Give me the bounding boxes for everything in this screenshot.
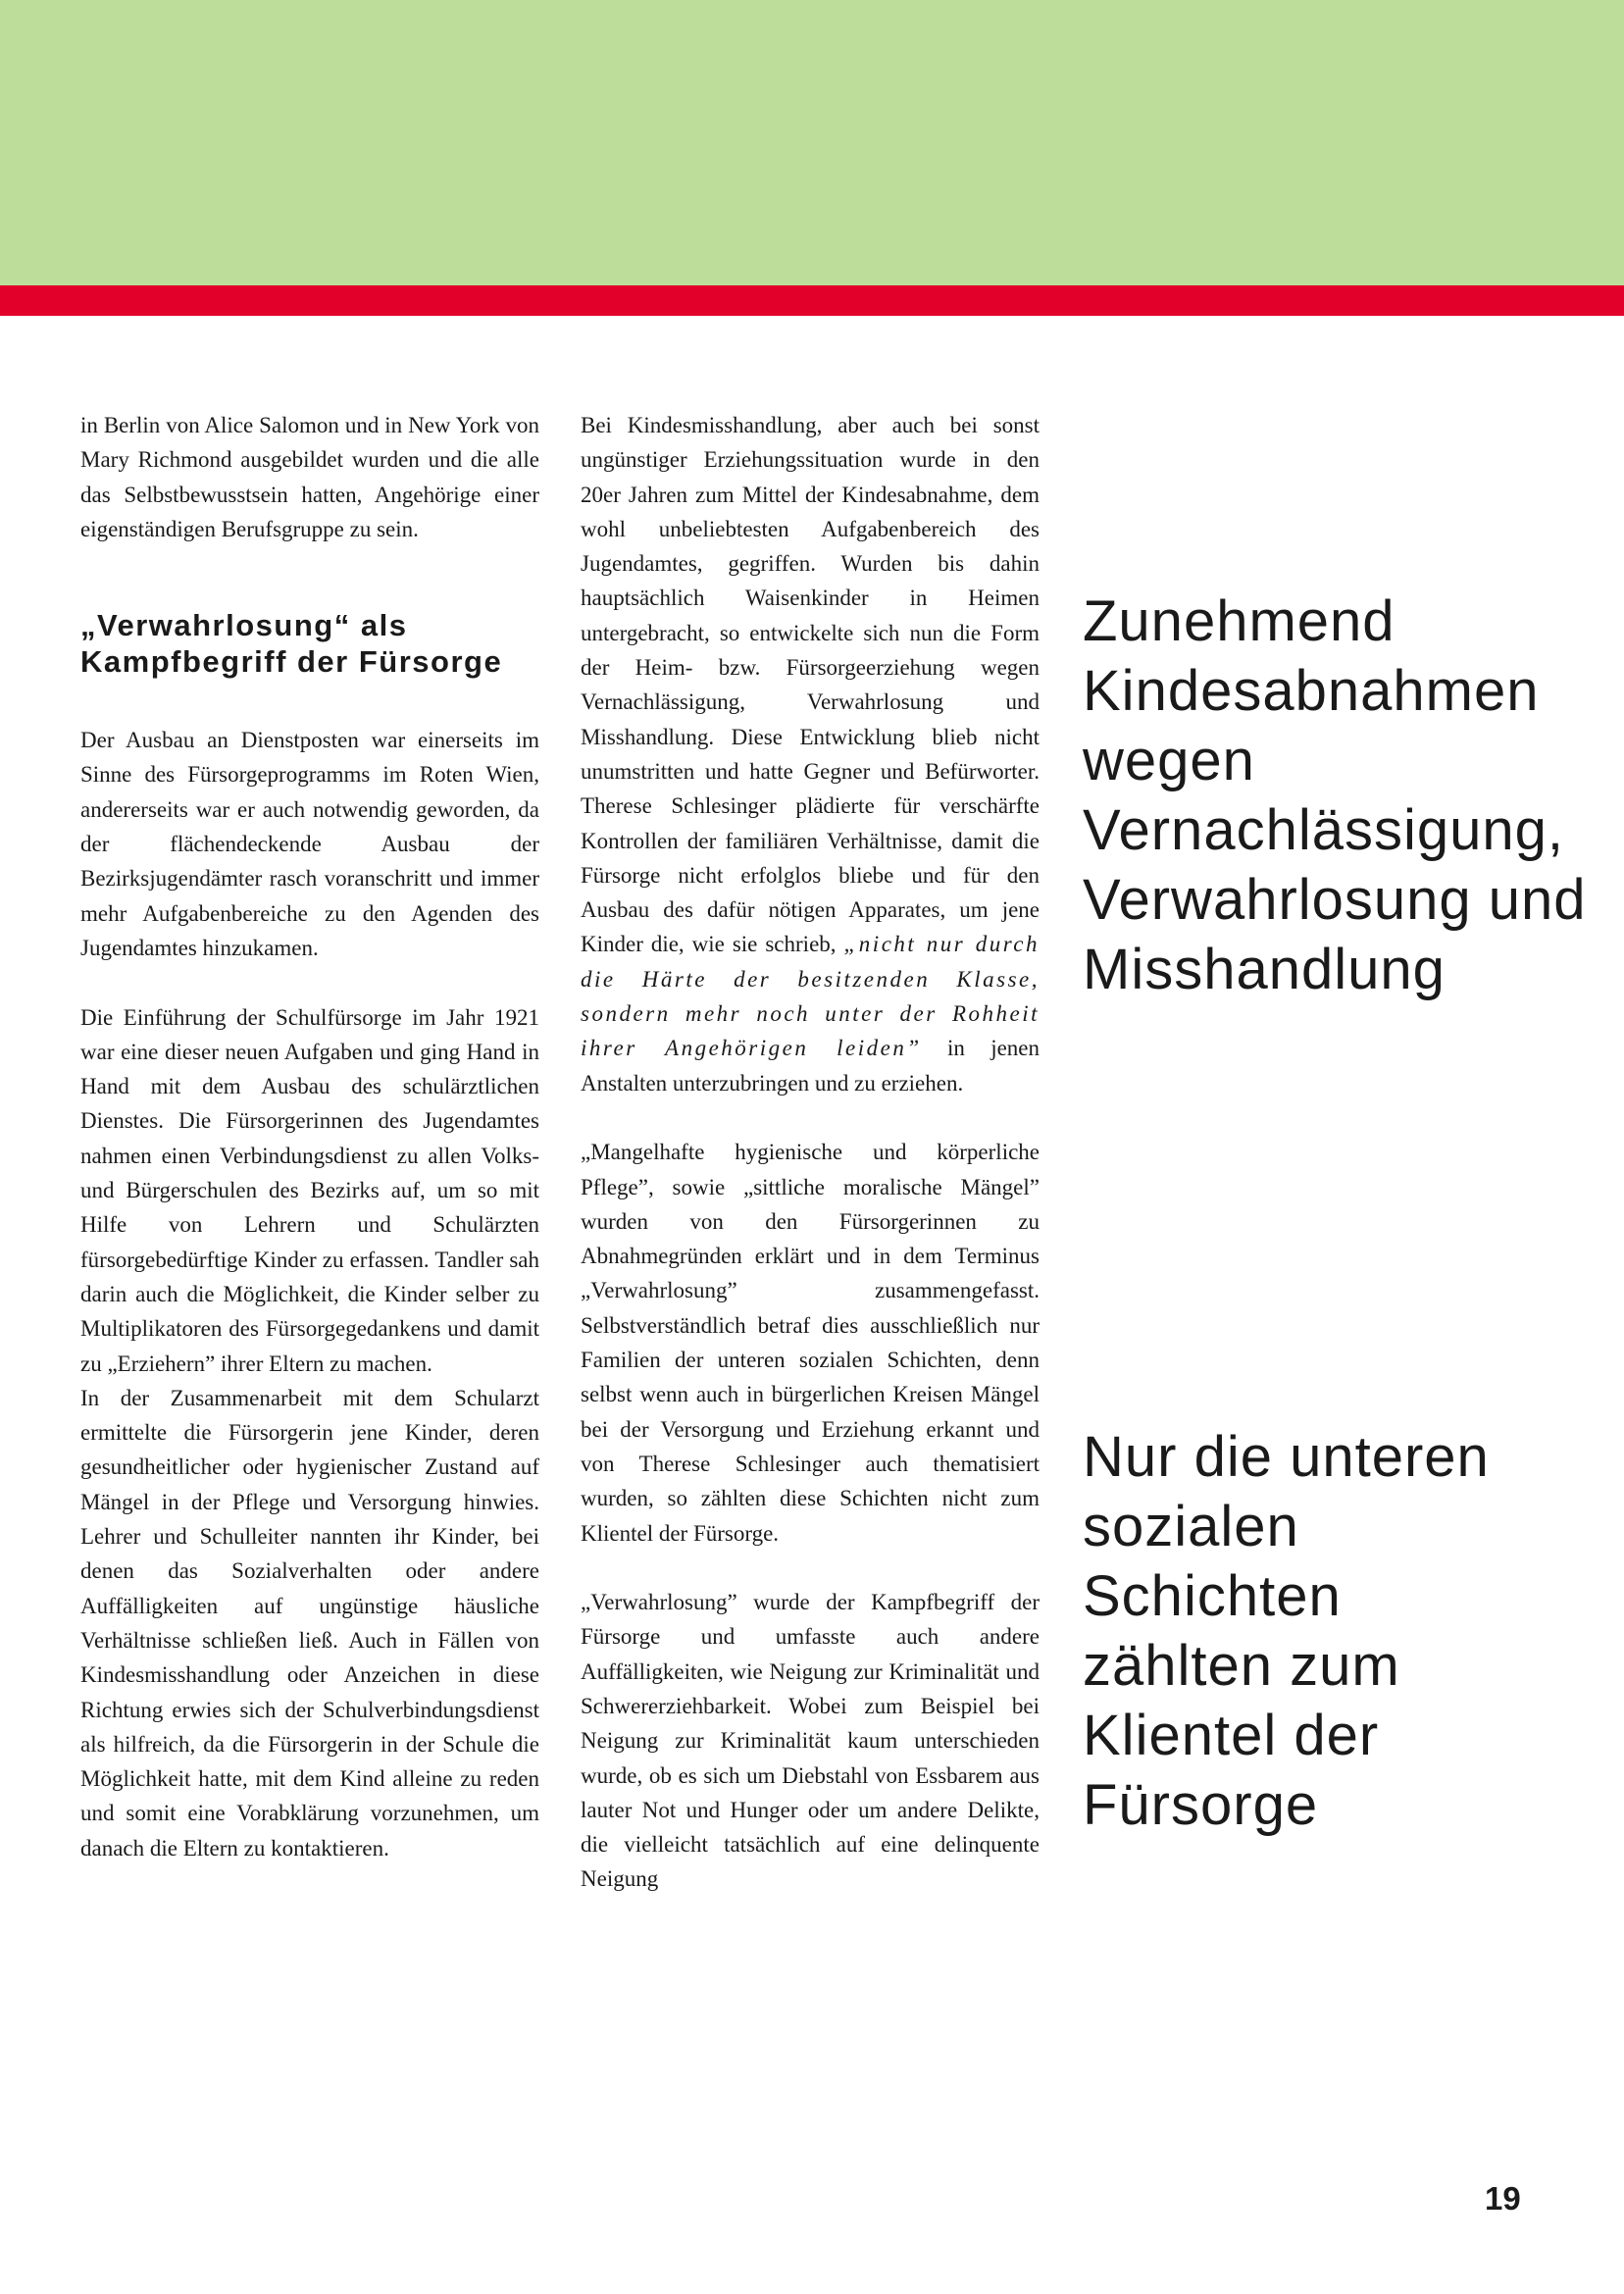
page-number: 19 (1485, 2180, 1521, 2217)
text-column-middle (581, 408, 1040, 1897)
paragraph: Der Ausbau an Dienstposten war einerseits im Sinne des Fürsorgeprogramms im Roten Wien, andererseits war er auch notwendig geworden, da der flächendeckende Ausbau der Bezirksjugendämter rasch voranschritt und immer mehr Aufgabenbereiche zu den Agenden des Jugendamtes hinzukamen. (80, 728, 539, 960)
pull-quote (1083, 1422, 1612, 1840)
section-heading (80, 607, 539, 680)
paragraph (581, 408, 1040, 1100)
pull-quote-line: Klientel der (1083, 1704, 1380, 1767)
pull-quote-line: wegen (1083, 729, 1255, 792)
pull-quote-line: Misshandlung (1083, 938, 1446, 1001)
pull-quote-line: Kindesabnahmen (1083, 659, 1540, 723)
header-green-band (0, 0, 1624, 285)
header-red-band (0, 285, 1624, 316)
paragraph: Die Einführung der Schulfürsorge im Jahr 1921 war eine dieser neuen Aufgaben und ging Hand in Hand mit dem Ausbau des schulärztlichen Dienstes. Die Fürsorgerinnen des Jugendamtes nahmen einen Verbindungsdienst zu allen Volks- und Bürgerschulen des Bezirks auf, um so mit Hilfe von Lehrern und Schulärzten fürsorgebedürftige Kinder zu erfassen. Tandler sah darin auch die Möglichkeit, die Kinder selber zu Multiplikatoren des Fürsorgegedankens und damit zu „Erziehern” ihrer Eltern zu machen. (80, 1004, 539, 1376)
pull-quote-line: Nur die unteren (1083, 1425, 1490, 1489)
pull-quote-line: Vernachlässigung, (1083, 798, 1564, 862)
heading-line: Kampfbegriff der Fürsorge (80, 644, 503, 680)
paragraph-text: in jenen Anstalten unterzubringen und zu erziehen. (581, 1036, 1040, 1096)
text-column-left (80, 408, 539, 1865)
pull-quote-line: Zunehmend (1083, 589, 1396, 653)
paragraph: In der Zusammenarbeit mit dem Schularzt ermittelte die Fürsorgerin jene Kinder, deren gesundheitlicher oder hygienischer Zustand auf Mängel in der Pflege und Versorgung hinwies. Lehrer und Schulleiter nannten ihr Kinder, bei denen das Sozialverhalten oder andere Auffälligkeiten auf ungünstige häusliche Verhältnisse schließen ließ. Auch in Fällen von Kindesmisshandlung oder Anzeichen in diese Richtung erwies sich der Schulverbindungsdienst als hilfreich, da die Fürsorgerin in der Schule die Möglichkeit hatte, mit dem Kind alleine zu reden und somit eine Vorabklärung vorzunehmen, um danach die Eltern zu kontaktieren. (80, 1385, 539, 1861)
heading-line: „Verwahrlosung“ als (80, 608, 408, 643)
pull-quote-line: sozialen (1083, 1495, 1299, 1558)
pull-quote-line: Fürsorge (1083, 1773, 1319, 1837)
paragraph: „Mangelhafte hygienische und körperliche Pflege”, sowie „sittliche moralische Mängel” wurden von den Fürsorgerinnen zu Abnahmegründen erklärt und in dem Terminus „Verwahrlosung” zusammengefasst. Selbstverständlich betraf dies ausschließlich nur Familien der unteren sozialen Schichten, denn selbst wenn auch in bürgerlichen Kreisen Mängel bei der Versorgung und Erziehung erkannt und von Therese Schlesinger auch thematisiert wurden, so zählten diese Schichten nicht zum Klientel der Fürsorge. (581, 1140, 1040, 1546)
pull-quote (1083, 586, 1612, 1004)
pull-quote-line: Schichten (1083, 1564, 1342, 1628)
italic-quote: „nicht nur durch die Härte der besitzenden Klasse, sondern mehr noch unter der Rohheit ihrer Angehörigen leiden” (581, 932, 1040, 1061)
pull-quote-line: Verwahrlosung und (1083, 868, 1587, 932)
pull-quote-line: zählten zum (1083, 1634, 1400, 1698)
paragraph: in Berlin von Alice Salomon und in New York von Mary Richmond ausgebildet wurden und die alle das Selbstbewusstsein hatten, Angehörige einer eigenständigen Berufsgruppe zu sein. (80, 413, 539, 541)
paragraph-text: Bei Kindesmisshandlung, aber auch bei sonst ungünstiger Erziehungssituation wurde in den 20er Jahren zum Mittel der Kindesabnahme, dem wohl unbeliebtesten Aufgabenbereich des Jugendamtes, gegriffen. Wurden bis dahin hauptsächlich Waisenkinder in Heimen untergebracht, so entwickelte sich nun die Form der Heim- bzw. Fürsorgeerziehung wegen Vernachlässigung, Verwahrlosung und Misshandlung. Diese Entwicklung blieb nicht unumstritten und hatte Gegner und Befürworter. Therese Schlesinger plädierte für verschärfte Kontrollen der familiären Verhältnisse, damit die Fürsorge nicht erfolglos bliebe und für den Ausbau des dafür nötigen Apparates, um jene Kinder die, wie sie schrieb, (581, 413, 1040, 957)
paragraph: „Verwahrlosung” wurde der Kampfbegriff der Fürsorge und umfasste auch andere Auffälligkeiten, wie Neigung zur Kriminalität und Schwererziehbarkeit. Wobei zum Beispiel bei Neigung zur Kriminalität kaum unterschieden wurde, ob es sich um Diebstahl von Essbarem aus lauter Not und Hunger oder um andere Delikte, die vielleicht tatsächlich auf eine delinquente Neigung (581, 1590, 1040, 1892)
